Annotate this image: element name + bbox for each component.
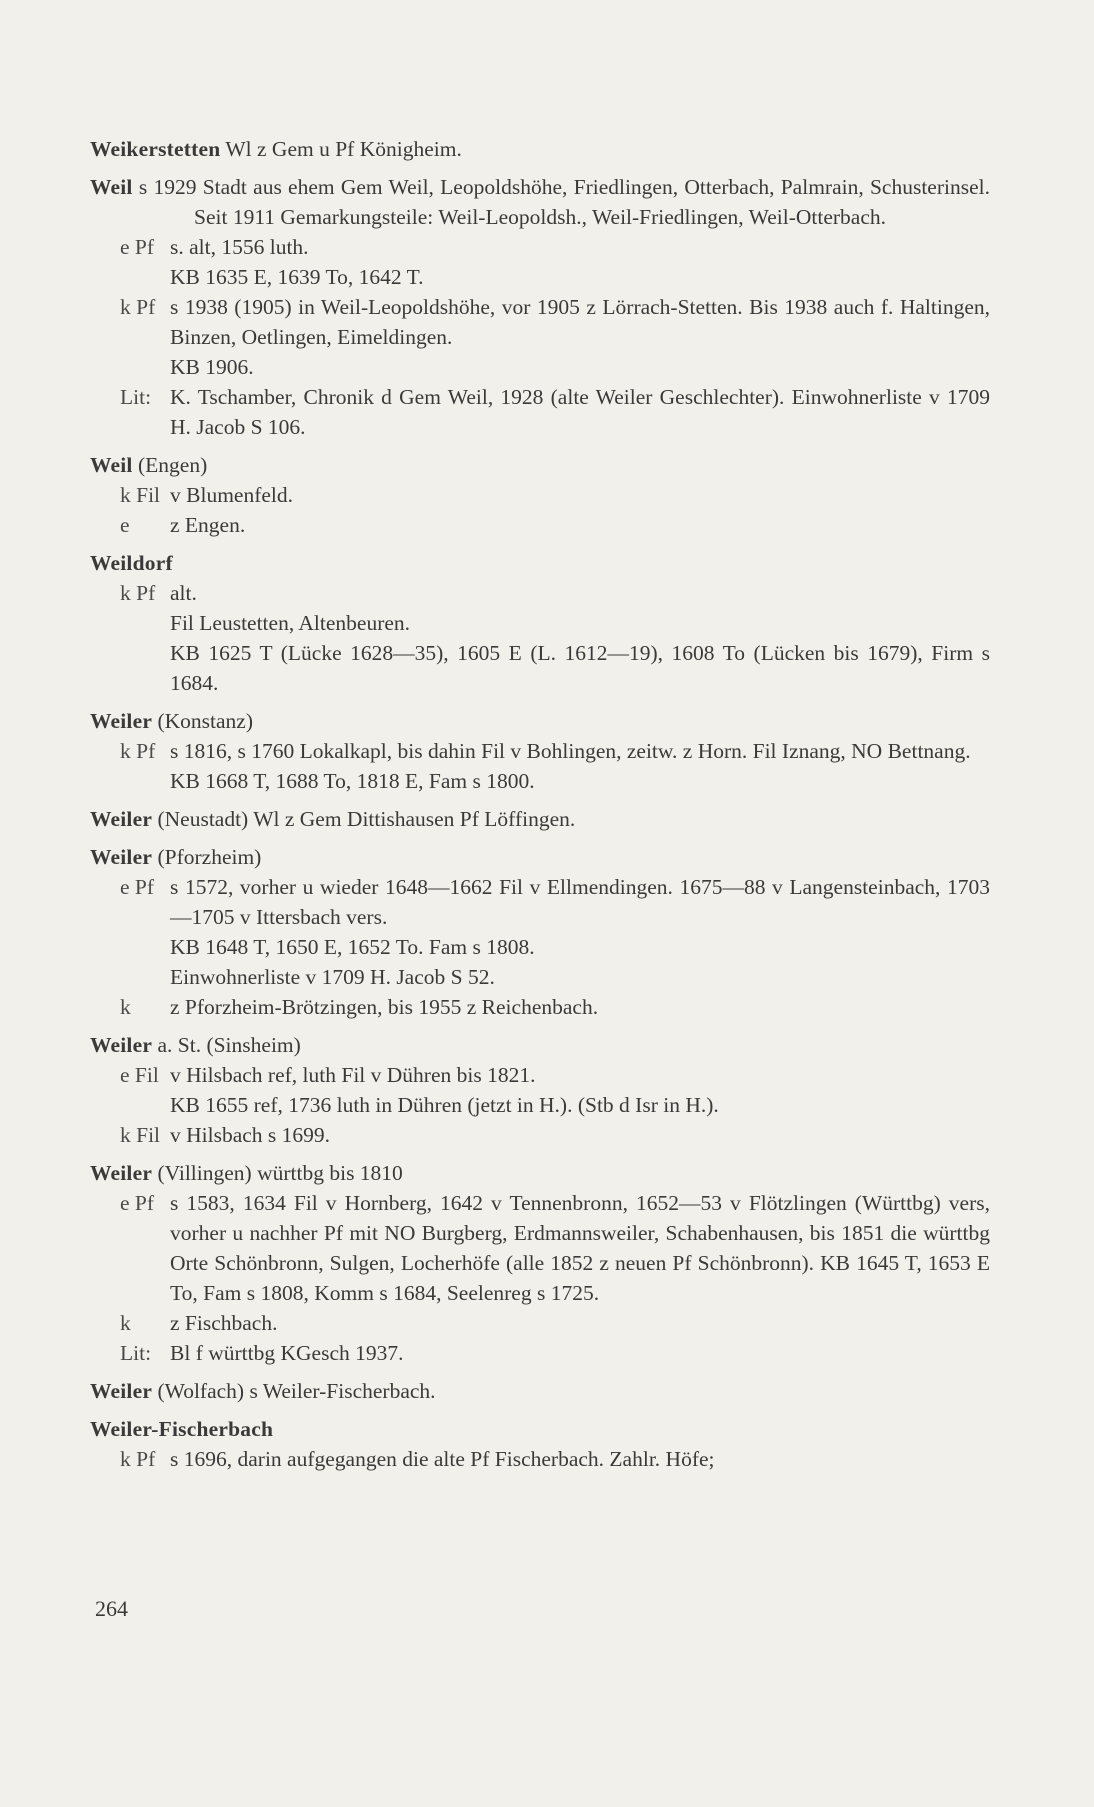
entry-line	[90, 638, 990, 698]
entry-line	[90, 932, 990, 962]
line-text: z Engen.	[170, 513, 246, 537]
entry-heading	[90, 842, 990, 872]
line-label: e Pf	[120, 235, 155, 259]
heading-text: s 1929 Stadt aus ehem Gem Weil, Leopoldshöhe, Friedlingen, Otterbach, Palmrain, Schusterinsel. Seit 1911 Gemarkungsteile: Weil-Leopoldsh., Weil-Friedlingen, Weil-Otterbach.	[132, 175, 990, 229]
entry	[90, 706, 990, 796]
entry-line	[90, 382, 990, 442]
entry-line	[90, 1338, 990, 1368]
entry-line	[90, 872, 990, 932]
entry-line	[90, 736, 990, 766]
line-text: s 1572, vorher u wieder 1648—1662 Fil v Ellmendingen. 1675—88 v Langensteinbach, 1703—1705 v Ittersbach vers.	[170, 875, 990, 929]
entry-heading	[90, 172, 990, 232]
line-text: KB 1655 ref, 1736 luth in Dühren (jetzt in H.). (Stb d Isr in H.).	[170, 1093, 719, 1117]
entry-heading	[90, 1030, 990, 1060]
heading-text: Wl z Gem u Pf Königheim.	[220, 137, 462, 161]
headword: Weiler	[90, 709, 153, 733]
entry	[90, 172, 990, 442]
entry	[90, 804, 990, 834]
entry-line	[90, 232, 990, 262]
line-label: k Fil	[120, 483, 161, 507]
line-label: k Fil	[120, 1123, 161, 1147]
entry-heading	[90, 134, 990, 164]
heading-text: (Konstanz)	[152, 709, 253, 733]
line-text: KB 1906.	[170, 355, 254, 379]
heading-text: (Neustadt) Wl z Gem Dittishausen Pf Löffingen.	[152, 807, 576, 831]
line-label: e	[120, 513, 130, 537]
line-label: k Pf	[120, 581, 156, 605]
headword: Weiler	[90, 1161, 153, 1185]
page-number: 264	[95, 1596, 128, 1621]
line-label: k	[120, 1311, 131, 1335]
headword: Weikerstetten	[90, 137, 221, 161]
line-text: KB 1668 T, 1688 To, 1818 E, Fam s 1800.	[170, 769, 535, 793]
line-label: Lit:	[120, 385, 152, 409]
entry-line	[90, 292, 990, 352]
heading-text: a. St. (Sinsheim)	[152, 1033, 301, 1057]
headword: Weil	[90, 453, 133, 477]
entry	[90, 842, 990, 1022]
entry-line	[90, 766, 990, 796]
headword: Weiler-Fischerbach	[90, 1417, 274, 1441]
entry-line	[90, 578, 990, 608]
line-text: Einwohnerliste v 1709 H. Jacob S 52.	[170, 965, 495, 989]
entry-line	[90, 1090, 990, 1120]
line-text: KB 1635 E, 1639 To, 1642 T.	[170, 265, 424, 289]
entry-heading	[90, 450, 990, 480]
entry	[90, 1414, 990, 1474]
entry-line	[90, 1308, 990, 1338]
entry	[90, 1030, 990, 1150]
line-label: Lit:	[120, 1341, 152, 1365]
line-label: e Pf	[120, 875, 155, 899]
line-text: s 1816, s 1760 Lokalkapl, bis dahin Fil v Bohlingen, zeitw. z Horn. Fil Iznang, NO Bettnang.	[170, 739, 971, 763]
line-label: e Fil	[120, 1063, 159, 1087]
entry	[90, 1158, 990, 1368]
headword: Weil	[90, 175, 133, 199]
entry-line	[90, 962, 990, 992]
line-text: z Pforzheim-Brötzingen, bis 1955 z Reichenbach.	[170, 995, 599, 1019]
headword: Weiler	[90, 807, 153, 831]
headword: Weiler	[90, 845, 153, 869]
entry-line	[90, 1120, 990, 1150]
heading-text: (Wolfach) s Weiler-Fischerbach.	[152, 1379, 436, 1403]
line-text: alt.	[170, 581, 197, 605]
line-text: Fil Leustetten, Altenbeuren.	[170, 611, 411, 635]
entry-line	[90, 510, 990, 540]
line-label: k Pf	[120, 739, 156, 763]
entry-line	[90, 352, 990, 382]
entry-line	[90, 480, 990, 510]
entry-heading	[90, 1414, 990, 1444]
entry-line	[90, 262, 990, 292]
entry-heading	[90, 548, 990, 578]
line-label: k	[120, 995, 131, 1019]
entry	[90, 134, 990, 164]
heading-text: (Villingen) württbg bis 1810	[152, 1161, 403, 1185]
line-label: k Pf	[120, 1447, 156, 1471]
line-label: k Pf	[120, 295, 156, 319]
entry	[90, 1376, 990, 1406]
entry-line	[90, 1060, 990, 1090]
entry-line	[90, 608, 990, 638]
entry-line	[90, 1444, 990, 1474]
entry-heading	[90, 1376, 990, 1406]
entry	[90, 450, 990, 540]
headword: Weiler	[90, 1033, 153, 1057]
line-text: v Hilsbach ref, luth Fil v Dühren bis 1821.	[170, 1063, 536, 1087]
entry-line	[90, 992, 990, 1022]
line-text: s 1583, 1634 Fil v Hornberg, 1642 v Tennenbronn, 1652—53 v Flötzlingen (Württbg) vers, vorher u nachher Pf mit NO Burgberg, Erdmannsweiler, Schabenhausen, bis 1851 die württbg Orte Schönbronn, Sulgen, Locherhöfe (alle 1852 z neuen Pf Schönbronn). KB 1645 T, 1653 E To, Fam s 1808, Komm s 1684, Seelenreg s 1725.	[170, 1191, 990, 1305]
entry-heading	[90, 1158, 990, 1188]
line-text: v Hilsbach s 1699.	[170, 1123, 331, 1147]
line-text: KB 1625 T (Lücke 1628—35), 1605 E (L. 1612—19), 1608 To (Lücken bis 1679), Firm s 1684.	[170, 641, 990, 695]
heading-text: (Pforzheim)	[152, 845, 262, 869]
line-text: s. alt, 1556 luth.	[170, 235, 309, 259]
line-text: z Fischbach.	[170, 1311, 278, 1335]
entry-heading	[90, 706, 990, 736]
line-label: e Pf	[120, 1191, 155, 1215]
headword: Weildorf	[90, 551, 173, 575]
line-text: s 1696, darin aufgegangen die alte Pf Fischerbach. Zahlr. Höfe;	[170, 1447, 715, 1471]
line-text: Bl f württbg KGesch 1937.	[170, 1341, 404, 1365]
entry	[90, 548, 990, 698]
heading-text: (Engen)	[132, 453, 208, 477]
line-text: v Blumenfeld.	[170, 483, 294, 507]
line-text: s 1938 (1905) in Weil-Leopoldshöhe, vor 1905 z Lörrach-Stetten. Bis 1938 auch f. Haltingen, Binzen, Oetlingen, Eimeldingen.	[170, 295, 990, 349]
line-text: K. Tschamber, Chronik d Gem Weil, 1928 (alte Weiler Geschlechter). Einwohnerliste v 1709 H. Jacob S 106.	[170, 385, 990, 439]
entry-heading	[90, 804, 990, 834]
gazetteer-column	[90, 134, 990, 1482]
headword: Weiler	[90, 1379, 153, 1403]
entry-line	[90, 1188, 990, 1308]
line-text: KB 1648 T, 1650 E, 1652 To. Fam s 1808.	[170, 935, 535, 959]
